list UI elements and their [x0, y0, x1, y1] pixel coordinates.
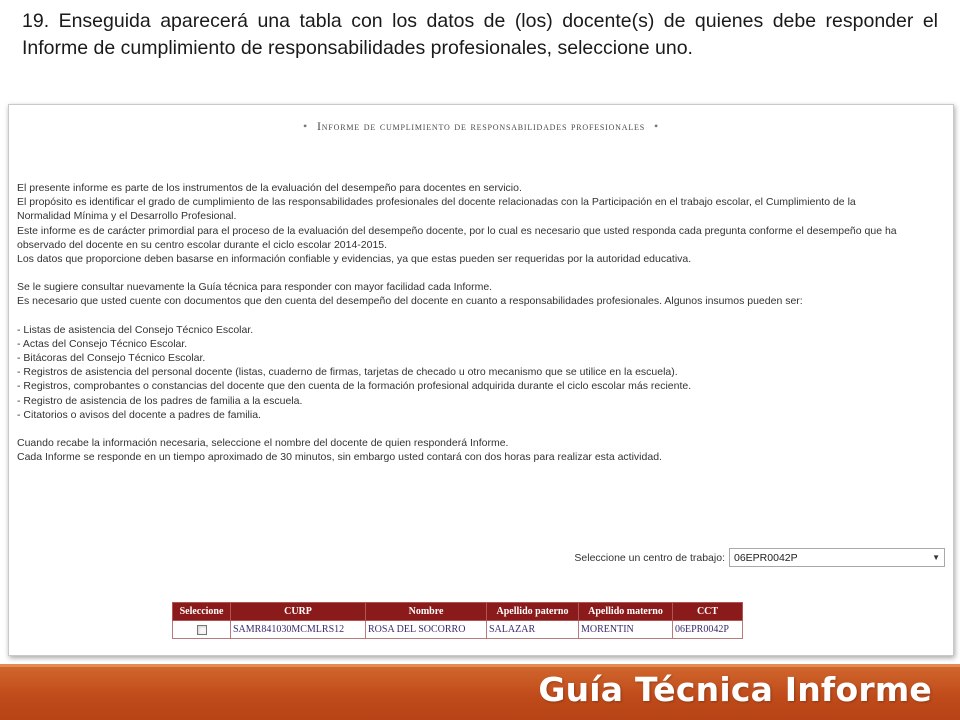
- intro-p7: Cuando recabe la información necesaria, seleccione el nombre del docente de quien responderá Informe.: [17, 437, 509, 450]
- list-item: - Listas de asistencia del Consejo Técnico Escolar.: [17, 323, 254, 336]
- footer-accent-line: [0, 664, 960, 667]
- intro-p3: Este informe es de carácter primordial para el proceso de la evaluación del desempeño docente, por lo cual es necesario que usted responda cada pregunta conforme el desempeño que ha observado del docente en su centro escolar durante el ciclo escolar 2014-2015.: [17, 224, 897, 251]
- spacer: [17, 266, 897, 280]
- intro-p4: Los datos que proporcione deben basarse en información confiable y evidencias, ya que estas pueden ser requeridas por la autoridad educativa.: [17, 253, 692, 266]
- center-select-label: Seleccione un centro de trabajo:: [574, 551, 725, 564]
- intro-p6: Es necesario que usted cuente con documentos que den cuenta del desempeño del docente en cuanto a responsabilidades profesionales. Algunos insumos pueden ser:: [17, 295, 803, 308]
- work-center-selected-value: 06EPR0042P: [734, 551, 798, 564]
- footer-band: [0, 664, 960, 720]
- list-item: - Citatorios o avisos del docente a padres de familia.: [17, 408, 261, 421]
- list-item: - Registro de asistencia de los padres de familia a la escuela.: [17, 394, 303, 407]
- teacher-select-checkbox[interactable]: [197, 625, 207, 635]
- list-item: - Registros de asistencia del personal docente (listas, cuaderno de firmas, tarjetas de checado u otro mecanismo que se utilice en la escuela).: [17, 366, 678, 379]
- dropdown-arrow-icon: ▼: [932, 553, 940, 562]
- intro-p2: El propósito es identificar el grado de cumplimiento de las responsabilidades profesionales del docente relacionadas con la Participación en el trabajo escolar, el Cumplimiento de la Normalidad Mínima y el Desarrollo Profesional.: [17, 196, 856, 223]
- center-select-row: [574, 548, 945, 567]
- table-row: [173, 621, 743, 639]
- title-bullet-left: •: [303, 119, 309, 133]
- cell-apellido-paterno: SALAZAR: [487, 621, 579, 639]
- header-seleccione: Seleccione: [173, 603, 231, 621]
- teachers-table: [172, 602, 743, 639]
- table-header-row: [173, 603, 743, 621]
- header-cct: CCT: [673, 603, 743, 621]
- spacer: [17, 309, 897, 323]
- list-item: - Actas del Consejo Técnico Escolar.: [17, 337, 188, 350]
- form-title-text: Informe de cumplimiento de responsabilidades profesionales: [317, 119, 645, 133]
- cell-curp: SAMR841030MCMLRS12: [231, 621, 366, 639]
- form-screenshot: [8, 104, 954, 656]
- list-item: - Bitácoras del Consejo Técnico Escolar.: [17, 352, 206, 365]
- slide-instruction: 19. Enseguida aparecerá una tabla con los datos de (los) docente(s) de quienes debe responder el Informe de cumplimiento de responsabilidades profesionales, seleccione uno.: [22, 10, 938, 59]
- header-nombre: Nombre: [366, 603, 487, 621]
- footer-title: Guía Técnica Informe: [538, 670, 932, 709]
- work-center-select[interactable]: [729, 548, 945, 567]
- cell-cct: 06EPR0042P: [673, 621, 743, 639]
- cell-apellido-materno: MORENTIN: [579, 621, 673, 639]
- intro-p8: Cada Informe se responde en un tiempo aproximado de 30 minutos, sin embargo usted contará con dos horas para realizar esta actividad.: [17, 451, 662, 464]
- list-item: - Registros, comprobantes o constancias del docente que den cuenta de la formación profesional adquirida durante el ciclo escolar más reciente.: [17, 380, 692, 393]
- intro-text: [17, 181, 897, 464]
- header-curp: CURP: [231, 603, 366, 621]
- header-apellido-materno: Apellido materno: [579, 603, 673, 621]
- select-cell: [173, 621, 231, 639]
- form-title: [9, 119, 953, 134]
- title-bullet-right: •: [653, 119, 659, 133]
- spacer: [17, 422, 897, 436]
- cell-nombre: ROSA DEL SOCORRO: [366, 621, 487, 639]
- intro-p1: El presente informe es parte de los instrumentos de la evaluación del desempeño para docentes en servicio.: [17, 182, 522, 194]
- header-apellido-paterno: Apellido paterno: [487, 603, 579, 621]
- intro-p5: Se le sugiere consultar nuevamente la Guía técnica para responder con mayor facilidad cada Informe.: [17, 281, 493, 294]
